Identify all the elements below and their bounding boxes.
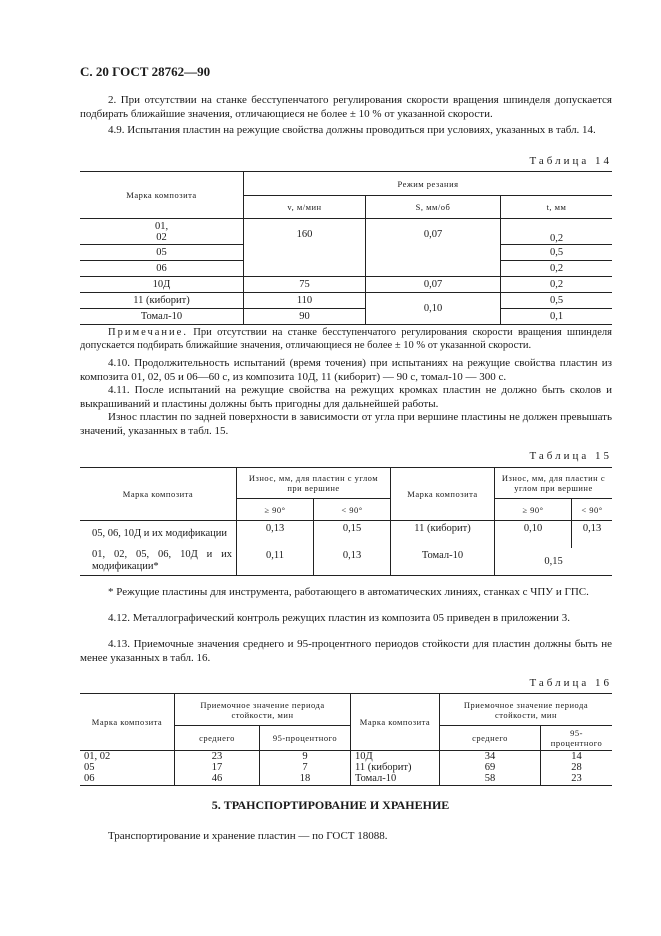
t16-header-mean-left: среднего bbox=[175, 726, 260, 751]
t15-header-wear-right: Износ, мм, для пластин с углом при вершине bbox=[495, 468, 613, 499]
page-header: С. 20 ГОСТ 28762—90 bbox=[80, 64, 211, 79]
t16-r2-brand-left: 05 bbox=[80, 762, 175, 773]
paragraph-4-9: 4.9. Испытания пластин на режущие свойства должны проводиться при условиях, указанных в табл. 14. bbox=[108, 124, 596, 136]
t14-s-10d: 0,07 bbox=[366, 277, 501, 293]
t16-r1-p95-left: 9 bbox=[260, 751, 351, 763]
t16-r3-mean-right: 58 bbox=[440, 773, 541, 785]
t15-header-ge90-right: ≥ 90° bbox=[495, 499, 572, 521]
t14-v-kiborit: 110 bbox=[244, 293, 366, 309]
t15-row2-lt90-left: 0,13 bbox=[314, 548, 391, 576]
t16-header-brand-left: Марка композита bbox=[80, 694, 175, 751]
t14-header-brand: Марка композита bbox=[80, 172, 244, 219]
t14-t-kiborit: 0,5 bbox=[501, 293, 613, 309]
t14-t-0102: 0,2 bbox=[501, 219, 613, 245]
table-14-caption: Таблица 14 bbox=[529, 155, 612, 167]
t15-row2-ge90-left: 0,11 bbox=[237, 548, 314, 576]
t14-brand-06: 06 bbox=[80, 261, 244, 277]
t16-header-mean-right: среднего bbox=[440, 726, 541, 751]
t16-r1-p95-right: 14 bbox=[571, 751, 582, 762]
paragraph-4-11: 4.11. После испытаний на режущие свойства на режущих кромках пластин не должно быть сколов и выкрашиваний и пластины должны быть пригодны для дальнейшей работы. bbox=[80, 384, 612, 410]
t16-header-p95-right: 95-процентного bbox=[541, 726, 613, 751]
table-14-note bbox=[80, 326, 612, 352]
t14-t-06: 0,2 bbox=[501, 261, 613, 277]
table-14 bbox=[80, 171, 612, 325]
t16-r2-mean-left: 17 bbox=[175, 762, 260, 773]
t16-r3-p95-left: 18 bbox=[260, 773, 351, 785]
t14-brand-05: 05 bbox=[80, 245, 244, 261]
t14-v-10d: 75 bbox=[244, 277, 366, 293]
t15-row1-lt90-right: 0,13 bbox=[582, 523, 602, 534]
paragraph-4-10: 4.10. Продолжительность испытаний (время точения) при испытаниях на режущие свойства пластин из композита 01, 02, 05 и 06—60 с, из композита 10Д, 11 (киборит) — 90 с, томал-10 — 300 с. bbox=[80, 357, 612, 383]
t16-r3-p95-right: 23 bbox=[571, 773, 582, 785]
t15-header-lt90-right: < 90° bbox=[572, 499, 613, 521]
t15-header-brand-left: Марка композита bbox=[80, 468, 237, 521]
table-15 bbox=[80, 467, 612, 576]
t16-header-period-left: Приемочное значение периода стойкости, мин bbox=[175, 694, 351, 726]
table-15-caption: Таблица 15 bbox=[529, 450, 612, 462]
t16-r3-brand-right: Томал-10 bbox=[351, 773, 440, 785]
t16-header-period-right: Приемочное значение периода стойкости, мин bbox=[440, 694, 613, 726]
t16-r1-brand-left: 01, 02 bbox=[80, 751, 175, 763]
t15-row1-lt90-left: 0,15 bbox=[314, 521, 391, 548]
paragraph-4-12: 4.12. Металлографический контроль режущих пластин из композита 05 приведен в приложении 3. bbox=[108, 612, 570, 624]
t15-header-brand-right: Марка композита bbox=[391, 468, 495, 521]
t16-r3-brand-left: 06 bbox=[80, 773, 175, 785]
t16-header-brand-right: Марка композита bbox=[351, 694, 440, 751]
t15-row1-brand-left: 05, 06, 10Д и их модификации bbox=[80, 521, 237, 548]
t16-header-p95-left: 95-процентного bbox=[260, 726, 351, 751]
t14-brand-10d: 10Д bbox=[80, 277, 244, 293]
t14-header-t: t, мм bbox=[501, 196, 613, 219]
section-5-title: 5. ТРАНСПОРТИРОВАНИЕ И ХРАНЕНИЕ bbox=[211, 798, 450, 812]
table-15-footnote: * Режущие пластины для инструмента, работающего в автоматических линиях, станках с ЧПУ и ГПС. bbox=[108, 586, 589, 598]
note-text: При отсутствии на станке бесступенчатого регулирования скорости вращения шпинделя допускается подбирать ближайшие значения, отличающиеся не более ± 10 % от указанной скорости. bbox=[80, 327, 612, 351]
t16-r1-mean-left: 23 bbox=[175, 751, 260, 763]
t16-r2-p95-left: 7 bbox=[260, 762, 351, 773]
t14-s-group1: 0,07 bbox=[366, 219, 501, 277]
t15-row1-brand-right: 11 (киборит) bbox=[391, 521, 495, 548]
t14-v-tomal: 90 bbox=[244, 309, 366, 325]
t16-r2-mean-right: 69 bbox=[440, 762, 541, 773]
t14-brand-0102: 01, 02 bbox=[80, 219, 244, 245]
note-label: Примечание. bbox=[108, 327, 188, 338]
t15-row1-ge90-right: 0,10 bbox=[495, 521, 572, 548]
t16-r2-p95-right: 28 bbox=[571, 762, 582, 773]
t14-v-group1: 160 bbox=[244, 219, 366, 277]
t14-t-tomal: 0,1 bbox=[501, 309, 613, 325]
t15-row2-brand-right: Томал-10 bbox=[391, 548, 495, 576]
t15-row2-merged-right: 0,15 bbox=[544, 555, 563, 567]
paragraph-wear: Износ пластин по задней поверхности в зависимости от угла при вершине пластины не должен превышать значений, указанных в табл. 15. bbox=[80, 411, 612, 437]
t14-brand-tomal: Томал-10 bbox=[80, 309, 244, 325]
t14-header-mode: Режим резания bbox=[244, 172, 613, 196]
paragraph-transport: Транспортирование и хранение пластин — по ГОСТ 18088. bbox=[108, 830, 388, 842]
t14-s-group2: 0,10 bbox=[366, 293, 501, 325]
t15-header-lt90-left: < 90° bbox=[314, 499, 391, 521]
table-16-caption: Таблица 16 bbox=[529, 677, 612, 689]
t15-header-wear-left: Износ, мм, для пластин с углом при вершине bbox=[237, 468, 391, 499]
t15-row1-ge90-left: 0,13 bbox=[237, 521, 314, 548]
t14-header-v: v, м/мин bbox=[244, 196, 366, 219]
t14-brand-kiborit: 11 (киборит) bbox=[80, 293, 244, 309]
t14-t-05: 0,5 bbox=[501, 245, 613, 261]
t15-row2-brand-left: 01, 02, 05, 06, 10Д и их модификации* bbox=[80, 548, 237, 576]
t16-r1-mean-right: 34 bbox=[440, 751, 541, 763]
t16-r1-brand-right: 10Д bbox=[351, 751, 440, 763]
paragraph-note-2: 2. При отсутствии на станке бесступенчатого регулирования скорости вращения шпинделя допускается подбирать ближайшие значения, отличающиеся не более ± 10 % от указанной скорости. bbox=[80, 94, 612, 120]
table-16 bbox=[80, 693, 612, 786]
t15-header-ge90-left: ≥ 90° bbox=[237, 499, 314, 521]
t14-header-s: S, мм/об bbox=[366, 196, 501, 219]
t16-r2-brand-right: 11 (киборит) bbox=[351, 762, 440, 773]
t16-r3-mean-left: 46 bbox=[175, 773, 260, 785]
t14-t-10d: 0,2 bbox=[501, 277, 613, 293]
paragraph-4-13: 4.13. Приемочные значения среднего и 95-процентного периодов стойкости для пластин должны быть не менее указанных в табл. 16. bbox=[80, 638, 612, 664]
